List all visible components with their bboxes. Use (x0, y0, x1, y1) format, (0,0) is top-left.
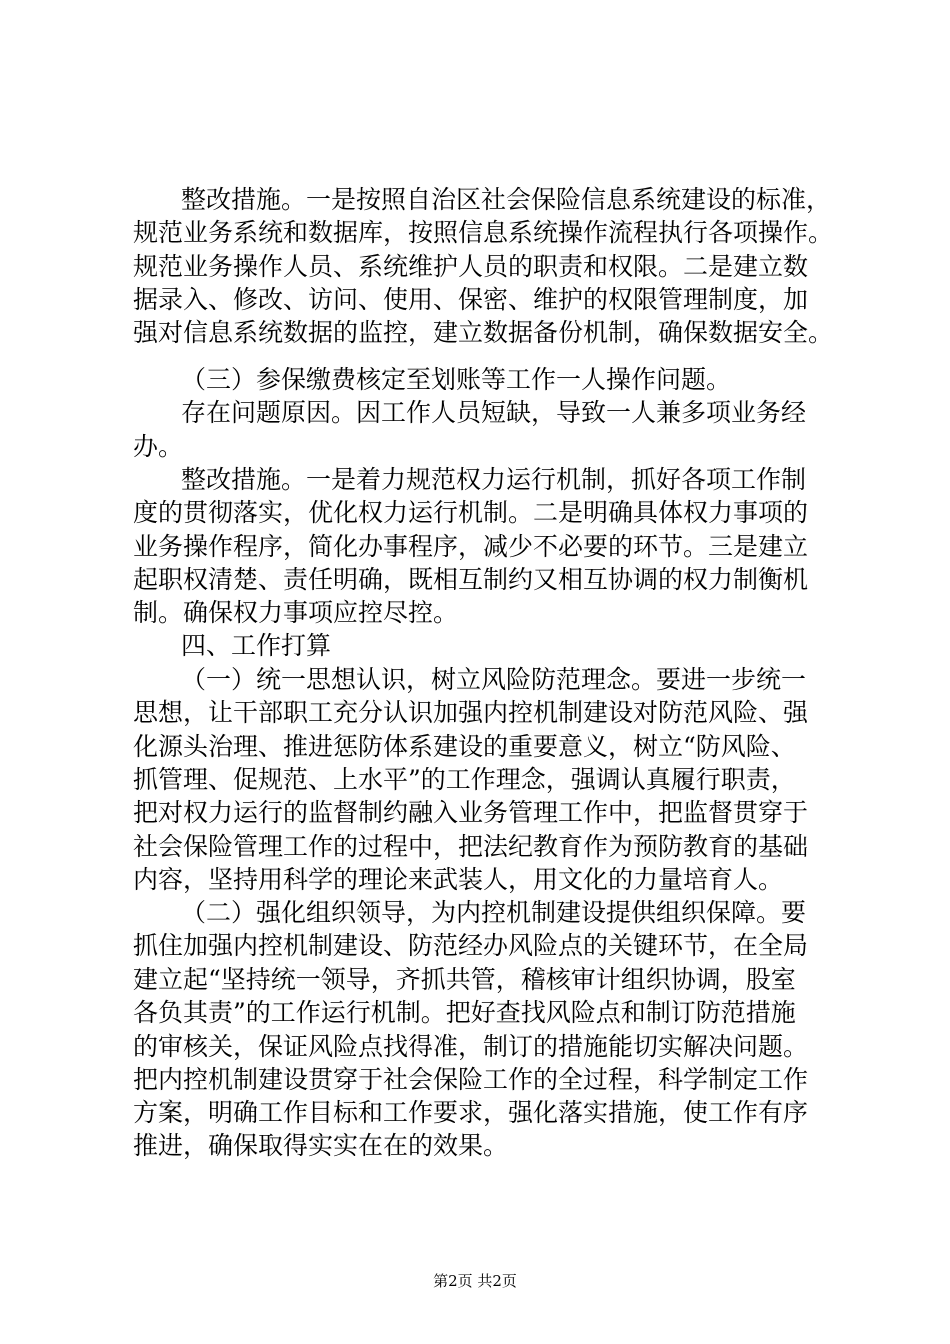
text-line: 抓管理、促规范、上水平”的工作理念，强调认真履行职责， (133, 765, 796, 794)
text-line: 规范业务系统和数据库，按照信息系统操作流程执行各项操作。 (133, 218, 834, 247)
text-line: 强对信息系统数据的监控，建立数据备份机制，确保数据安全。 (133, 318, 834, 347)
text-line: 抓住加强内控机制建设、防范经办风险点的关键环节，在全局 (133, 931, 809, 960)
text-line: 起职权清楚、责任明确，既相互制约又相互协调的权力制衡机 (133, 565, 809, 594)
text-line: 业务操作程序，简化办事程序，减少不必要的环节。三是建立 (133, 532, 809, 561)
text-line: 度的贯彻落实，优化权力运行机制。二是明确具体权力事项的 (133, 498, 809, 527)
text-line: 内容，坚持用科学的理论来武装人，用文化的力量培育人。 (133, 865, 784, 894)
text-line: 推进，确保取得实实在在的效果。 (133, 1131, 509, 1160)
text-line: 把内控机制建设贯穿于社会保险工作的全过程，科学制定工作 (133, 1065, 809, 1094)
text-line: 制。确保权力事项应控尽控。 (133, 598, 459, 627)
text-line: 据录入、修改、访问、使用、保密、维护的权限管理制度，加 (133, 285, 809, 314)
text-line: （二）强化组织领导，为内控机制建设提供组织保障。要 (181, 898, 807, 927)
text-line: 各负其责”的工作运行机制。把好查找风险点和制订防范措施 (133, 998, 796, 1027)
text-line: 建立起“坚持统一领导，齐抓共管，稽核审计组织协调，股室 (133, 965, 796, 994)
section-heading: 四、工作打算 (181, 631, 332, 660)
text-line: 存在问题原因。因工作人员短缺，导致一人兼多项业务经 (181, 398, 807, 427)
text-line: 办。 (133, 432, 184, 461)
text-line: 把对权力运行的监督制约融入业务管理工作中，把监督贯穿于 (133, 798, 809, 827)
text-line: 方案，明确工作目标和工作要求，强化落实措施，使工作有序 (133, 1098, 809, 1127)
text-line: 的审核关，保证风险点找得准，制订的措施能切实解决问题。 (133, 1032, 809, 1061)
section-heading: （三）参保缴费核定至划账等工作一人操作问题。 (181, 365, 732, 394)
text-line: 社会保险管理工作的过程中，把法纪教育作为预防教育的基础 (133, 832, 809, 861)
page-number-footer: 第2页 共2页 (433, 1272, 517, 1290)
text-line: 思想，让干部职工充分认识加强内控机制建设对防范风险、强 (133, 698, 809, 727)
text-line: 规范业务操作人员、系统维护人员的职责和权限。二是建立数 (133, 252, 809, 281)
text-line: 整改措施。一是按照自治区社会保险信息系统建设的标准， (181, 185, 832, 214)
text-line: 整改措施。一是着力规范权力运行机制，抓好各项工作制 (181, 465, 807, 494)
text-line: （一）统一思想认识，树立风险防范理念。要进一步统一 (181, 665, 807, 694)
text-line: 化源头治理、推进惩防体系建设的重要意义，树立“防风险、 (133, 732, 796, 761)
